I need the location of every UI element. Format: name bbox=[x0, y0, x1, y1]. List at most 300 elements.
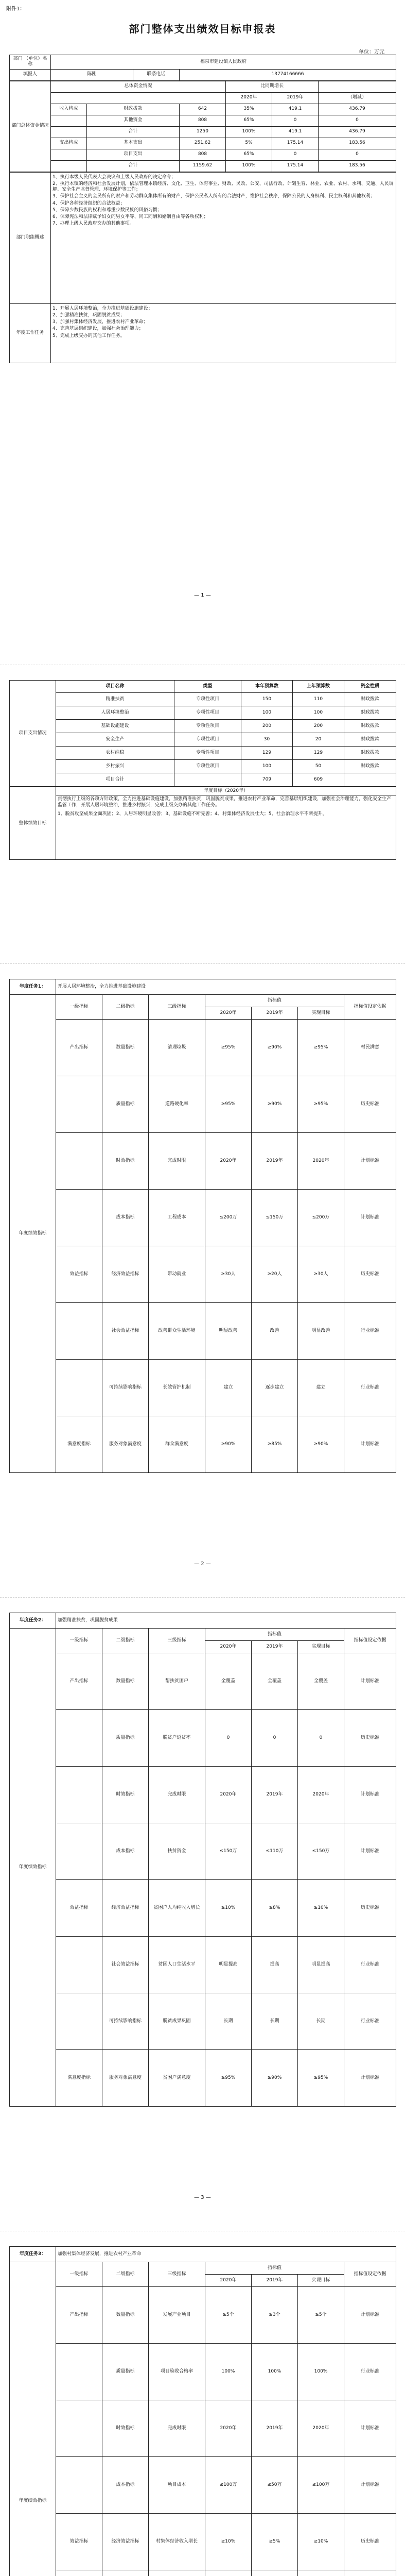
funds-amount: 1250 bbox=[180, 126, 226, 138]
table-cell bbox=[319, 81, 396, 92]
indicator-cell: 计划标准 bbox=[344, 2287, 396, 2344]
indicator-cell: 贫困人口生活水平 bbox=[149, 1937, 205, 1993]
table-row bbox=[10, 126, 396, 138]
duty-item: 1、执行本级人民代表大会决议和上级人民政府的决定命令； bbox=[52, 174, 176, 180]
table-row bbox=[10, 995, 396, 1007]
indicator-cell: 经济效益指标 bbox=[102, 1880, 149, 1937]
project-cell: 110 bbox=[293, 693, 344, 706]
indicator-cell: 质量指标 bbox=[102, 2344, 149, 2400]
indicator-cell: ≥5% bbox=[252, 2514, 298, 2570]
table-row bbox=[10, 1190, 396, 1246]
indicator-cell: ≥95% bbox=[298, 1076, 344, 1133]
duty-item: 4、保护各种经济组织的合法权益； bbox=[52, 200, 125, 206]
col-2020: 2020年 bbox=[205, 1641, 252, 1653]
indicator-cell bbox=[56, 1937, 102, 1993]
indicator-cell bbox=[56, 2570, 102, 2576]
indicator-cell: 2020年 bbox=[298, 1133, 344, 1190]
table-row bbox=[10, 1613, 396, 1629]
annual-label: 年度工作任务 bbox=[10, 303, 51, 363]
project-cell: 财政拨款 bbox=[344, 720, 396, 733]
indicator-cell: 贫困户满意度 bbox=[149, 2050, 205, 2107]
col-basis: 指标值设定依据 bbox=[344, 1629, 396, 1653]
indicator-cell: 贫困户人均纯收入增长 bbox=[149, 1880, 205, 1937]
duty-item: 5、保障少数民族的权利和尊重少数民族的风俗习惯； bbox=[52, 207, 162, 213]
funds-share: 100% bbox=[226, 126, 272, 138]
project-cell: 精准扶贫 bbox=[56, 693, 174, 706]
indicator-cell bbox=[56, 1993, 102, 2050]
indicator-cell: 全覆盖 bbox=[252, 1653, 298, 1710]
funds-2020: 175.14 bbox=[272, 138, 319, 149]
funds-2019: 436.79 bbox=[319, 126, 396, 138]
indicator-cell: 建立 bbox=[298, 1360, 344, 1416]
funds-table bbox=[9, 81, 396, 172]
indicator-cell: 产出指标 bbox=[56, 1020, 102, 1076]
indicator-cell: 2019年 bbox=[252, 1133, 298, 1190]
funds-amount: 808 bbox=[180, 149, 226, 160]
funds-2019: 0 bbox=[319, 115, 396, 126]
project-cell: 30 bbox=[241, 733, 293, 747]
indicator-cell: 群众满意度 bbox=[149, 1416, 205, 1473]
indicator-cell bbox=[56, 1190, 102, 1246]
indicator-cell: 成本指标 bbox=[102, 1190, 149, 1246]
indicator-cell: 2020年 bbox=[298, 2400, 344, 2457]
indicator-cell: 工程成本 bbox=[149, 1190, 205, 1246]
indicator-cell bbox=[56, 1823, 102, 1880]
table-row bbox=[10, 720, 396, 733]
indicator-cell: 长期 bbox=[205, 1993, 252, 2050]
table-row bbox=[10, 1993, 396, 2050]
indicator-cell: 产出指标 bbox=[56, 2287, 102, 2344]
indicator-cell: 2020年 bbox=[205, 1133, 252, 1190]
projects-table bbox=[9, 680, 396, 860]
col-plan: 实现目标 bbox=[298, 1641, 344, 1653]
col-level1: 一级指标 bbox=[56, 995, 102, 1020]
table-row bbox=[10, 1246, 396, 1303]
table-cell: （增减） bbox=[319, 92, 396, 104]
document-title: 部门整体支出绩效目标申报表 bbox=[129, 23, 276, 35]
indicator-cell: 计划标准 bbox=[344, 2400, 396, 2457]
attachment-label: 附件1： bbox=[6, 6, 25, 12]
project-cell: 150 bbox=[241, 693, 293, 706]
indicator-cell: 数量指标 bbox=[102, 1653, 149, 1710]
indicator-cell: ≥10% bbox=[298, 1880, 344, 1937]
table-row bbox=[10, 1416, 396, 1473]
funds-2019: 183.56 bbox=[319, 138, 396, 149]
indicator-cell: 100% bbox=[298, 2344, 344, 2400]
funds-header: 总体资金情况 bbox=[51, 81, 226, 92]
table-row bbox=[10, 2400, 396, 2457]
funds-group: 收入构成 bbox=[51, 104, 87, 115]
indicator-cell: 2020年 bbox=[205, 1767, 252, 1823]
annual-task-item: 4、完善基层组织建设，加强社会治理能力； bbox=[52, 326, 144, 332]
col-basis: 指标值设定依据 bbox=[344, 2262, 396, 2287]
table-row bbox=[10, 160, 396, 172]
funds-group bbox=[51, 126, 87, 138]
goal-text-main: 贯彻执行上级的各项方针政策，全力推进基础设施建设，加强精准扶贫，巩固脱贫成果，推进农村产业革命，完善基层组织建设，加强社会治理能力，强化安全生产监管工作，开展人居环境整治，推进乡村振兴，完成上级交办的其他工作任务。 bbox=[58, 796, 392, 808]
indicator-cell bbox=[298, 2570, 344, 2576]
indicator-cell: 历史标准 bbox=[344, 1246, 396, 1303]
indicator-cell: 行业标准 bbox=[344, 1937, 396, 1993]
duty-item: 7、办理上级人民政府交办的其他事项。 bbox=[52, 221, 134, 227]
task-description: 加强精准扶贫，巩固脱贫成果 bbox=[56, 1613, 396, 1629]
indicator-cell: ≤200万 bbox=[205, 1190, 252, 1246]
project-cell: 129 bbox=[293, 747, 344, 760]
project-cell: 人居环境整治 bbox=[56, 706, 174, 720]
funds-share: 5% bbox=[226, 138, 272, 149]
projects-header: 资金性质 bbox=[344, 681, 396, 693]
funds-amount: 251.62 bbox=[180, 138, 226, 149]
indicator-cell: 历史标准 bbox=[344, 1710, 396, 1767]
indicator-cell: 计划标准 bbox=[344, 2050, 396, 2107]
task-indicator-table bbox=[9, 1613, 396, 2107]
table-row bbox=[10, 1629, 396, 1641]
annual-task-item: 1、开展人居环境整治，全力推进基础设施建设； bbox=[52, 306, 153, 311]
funds-share: 65% bbox=[226, 149, 272, 160]
indicator-cell: ≤50万 bbox=[252, 2457, 298, 2514]
indicator-cell: 全覆盖 bbox=[205, 1653, 252, 1710]
indicator-cell: ≥30人 bbox=[205, 1246, 252, 1303]
dept-name: 福泉市建设镇人民政府 bbox=[51, 55, 396, 70]
indicator-cell: ≥90% bbox=[252, 2050, 298, 2107]
projects-header: 本年预算数 bbox=[241, 681, 293, 693]
project-cell: 200 bbox=[293, 720, 344, 733]
indicator-cell: 扶贫资金 bbox=[149, 1823, 205, 1880]
indicator-cell: 清理垃圾 bbox=[149, 1020, 205, 1076]
project-cell: 129 bbox=[241, 747, 293, 760]
table-row bbox=[10, 1937, 396, 1993]
indicator-cell: 项目成本 bbox=[149, 2457, 205, 2514]
indicator-cell: 效益指标 bbox=[56, 1880, 102, 1937]
indicator-cell bbox=[252, 2570, 298, 2576]
indicator-cell: 计划标准 bbox=[344, 1133, 396, 1190]
table-row bbox=[10, 706, 396, 720]
indicator-cell: 明显提高 bbox=[205, 1937, 252, 1993]
table-row bbox=[10, 92, 396, 104]
indicator-cell bbox=[56, 1710, 102, 1767]
indicator-cell bbox=[149, 2570, 205, 2576]
page-number: — 1 — bbox=[194, 592, 211, 598]
indicator-cell bbox=[56, 1303, 102, 1360]
indicator-cell bbox=[56, 2457, 102, 2514]
funds-2019: 183.56 bbox=[319, 160, 396, 172]
col-level3: 三级指标 bbox=[149, 1629, 205, 1653]
duty-item: 3、保护社会主义的全民所有的财产和劳动群众集体所有的财产，保护公民私人所有的合法财产，维护社会秩序，保障公民的人身权利、民主权利和其他权利； bbox=[52, 194, 375, 199]
indicator-cell: 道路硬化率 bbox=[149, 1076, 205, 1133]
funds-header: 比同期增长 bbox=[226, 81, 319, 92]
indicator-cell: ≥90% bbox=[205, 1416, 252, 1473]
indicator-cell: 社会效益指标 bbox=[102, 1937, 149, 1993]
indicator-cell bbox=[56, 1360, 102, 1416]
indicator-cell: 改善群众生活环境 bbox=[149, 1303, 205, 1360]
table-row bbox=[10, 138, 396, 149]
indicator-cell: 2020年 bbox=[298, 1767, 344, 1823]
indicator-cell: 产出指标 bbox=[56, 1653, 102, 1710]
indicator-cell: 带动就业 bbox=[149, 1246, 205, 1303]
indicator-cell: 计划标准 bbox=[344, 1767, 396, 1823]
indicator-cell: 满意度指标 bbox=[56, 2050, 102, 2107]
task-indicator-table bbox=[9, 979, 396, 1473]
col-2020: 2020年 bbox=[205, 2275, 252, 2287]
project-cell: 专项性项目 bbox=[174, 733, 241, 747]
table-row bbox=[10, 1710, 396, 1767]
funds-2019: 436.79 bbox=[319, 104, 396, 115]
goal-period: 年度目标（2020年） bbox=[56, 787, 396, 795]
funds-2020: 175.14 bbox=[272, 160, 319, 172]
funds-share: 100% bbox=[226, 160, 272, 172]
indicator-cell: 全覆盖 bbox=[298, 1653, 344, 1710]
table-row bbox=[10, 1133, 396, 1190]
col-2020: 2020年 bbox=[205, 1007, 252, 1020]
project-cell: 农村维稳 bbox=[56, 747, 174, 760]
dept-label: 部门 （单位）名称 bbox=[10, 55, 51, 70]
indicator-cell: ≥10% bbox=[205, 2514, 252, 2570]
funds-group: 支出构成 bbox=[51, 138, 87, 149]
indicator-cell: 明显改善 bbox=[205, 1303, 252, 1360]
indicators-row-label: 年度绩效指标 bbox=[10, 2262, 56, 2576]
indicator-cell: ≥5个 bbox=[298, 2287, 344, 2344]
indicator-cell: 成本指标 bbox=[102, 2457, 149, 2514]
project-cell: 100 bbox=[241, 760, 293, 773]
indicators-row-label: 年度绩效指标 bbox=[10, 995, 56, 1473]
indicator-cell: 项目验收合格率 bbox=[149, 2344, 205, 2400]
indicator-cell: 明显提高 bbox=[298, 1937, 344, 1993]
funds-amount: 1159.62 bbox=[180, 160, 226, 172]
task-label: 年度任务3： bbox=[10, 2247, 56, 2262]
task-description: 开展人居环境整治，全力推进基础设施建设 bbox=[56, 979, 396, 995]
phone-number: 13774166666 bbox=[180, 69, 396, 80]
table-row bbox=[10, 979, 396, 995]
indicator-cell: 效益指标 bbox=[56, 1246, 102, 1303]
project-cell: 专项性项目 bbox=[174, 747, 241, 760]
indicator-cell bbox=[205, 2570, 252, 2576]
table-row bbox=[10, 1076, 396, 1133]
funds-2020: 419.1 bbox=[272, 104, 319, 115]
goal-label: 整体绩效目标 bbox=[10, 787, 56, 860]
project-cell: 乡村振兴 bbox=[56, 760, 174, 773]
year-2020: 2020年 bbox=[226, 92, 272, 104]
table-row bbox=[10, 693, 396, 706]
funds-group bbox=[51, 149, 87, 160]
page-divider bbox=[0, 1597, 405, 1598]
task-indicator-table bbox=[9, 2246, 396, 2576]
indicator-cell bbox=[56, 1767, 102, 1823]
indicator-cell: ≤150万 bbox=[298, 1823, 344, 1880]
indicator-cell: 历史标准 bbox=[344, 2514, 396, 2570]
indicator-cell: 发展产业项目 bbox=[149, 2287, 205, 2344]
page-divider bbox=[0, 963, 405, 964]
task-label: 年度任务1： bbox=[10, 979, 56, 995]
indicator-cell: ≥20人 bbox=[252, 1246, 298, 1303]
indicator-cell: 时效指标 bbox=[102, 2400, 149, 2457]
goal-text bbox=[56, 795, 396, 860]
indicator-cell bbox=[56, 1133, 102, 1190]
funds-share: 35% bbox=[226, 104, 272, 115]
project-cell: 财政拨款 bbox=[344, 733, 396, 747]
indicator-cell: 行业标准 bbox=[344, 1303, 396, 1360]
col-level2: 二级指标 bbox=[102, 995, 149, 1020]
projects-header: 上年预算数 bbox=[293, 681, 344, 693]
indicator-cell bbox=[56, 2344, 102, 2400]
col-2019: 2019年 bbox=[252, 1007, 298, 1020]
indicator-cell: ≥90% bbox=[252, 1076, 298, 1133]
indicator-cell: ≥10% bbox=[298, 2514, 344, 2570]
col-basis: 指标值设定依据 bbox=[344, 995, 396, 1020]
indicator-cell: ≤150万 bbox=[205, 1823, 252, 1880]
col-value: 指标值 bbox=[205, 995, 344, 1007]
indicator-cell: 数量指标 bbox=[102, 1020, 149, 1076]
table-row bbox=[10, 1880, 396, 1937]
indicator-cell: 行业标准 bbox=[344, 2344, 396, 2400]
indicator-cell: ≥95% bbox=[205, 1076, 252, 1133]
indicator-cell: 100% bbox=[205, 2344, 252, 2400]
duties-text bbox=[51, 172, 396, 303]
funds-2020: 0 bbox=[272, 115, 319, 126]
indicator-cell: 明显改善 bbox=[298, 1303, 344, 1360]
project-cell: 100 bbox=[241, 706, 293, 720]
table-row bbox=[10, 1823, 396, 1880]
annual-task-item: 3、加强村集体经济发展，推进农村产业革命； bbox=[52, 319, 148, 325]
funds-item: 基本支出 bbox=[87, 138, 180, 149]
col-level2: 二级指标 bbox=[102, 1629, 149, 1653]
funds-group bbox=[51, 115, 87, 126]
table-row bbox=[10, 115, 396, 126]
indicator-cell: 服务对象满意度 bbox=[102, 2050, 149, 2107]
funds-group bbox=[51, 160, 87, 172]
indicator-cell: ≥10% bbox=[205, 1880, 252, 1937]
duty-item: 2、执行本镇的经济和社会发展计划，依法管理本镇经济、文化、卫生、体育事业、财政、民政、公安、司法行政、计划生育、林业、农业、农村、水利、交通、人民调解、安全生产监督管理、环境保护等工作； bbox=[52, 181, 394, 192]
table-row bbox=[10, 773, 396, 787]
table-row bbox=[10, 747, 396, 760]
col-plan: 实现目标 bbox=[298, 1007, 344, 1020]
funds-item: 其他资金 bbox=[87, 115, 180, 126]
task-label: 年度任务2： bbox=[10, 1613, 56, 1629]
project-cell: 20 bbox=[293, 733, 344, 747]
indicator-cell: 完成时限 bbox=[149, 1767, 205, 1823]
indicator-cell: 行业标准 bbox=[344, 1993, 396, 2050]
basic-info-table bbox=[9, 55, 396, 363]
year-2019: 2019年 bbox=[272, 92, 319, 104]
indicator-cell bbox=[56, 2400, 102, 2457]
project-cell: 财政拨款 bbox=[344, 760, 396, 773]
indicator-cell: ≥95% bbox=[205, 1020, 252, 1076]
projects-label: 项目支出情况 bbox=[10, 681, 56, 787]
contact-label: 填报人 bbox=[10, 69, 51, 80]
indicator-cell: 完成时限 bbox=[149, 2400, 205, 2457]
indicator-cell: ≥8% bbox=[252, 1880, 298, 1937]
indicator-cell: 可持续影响指标 bbox=[102, 1993, 149, 2050]
funds-item: 合计 bbox=[87, 160, 180, 172]
col-2019: 2019年 bbox=[252, 1641, 298, 1653]
indicator-cell: 改善 bbox=[252, 1303, 298, 1360]
funds-item: 财政拨款 bbox=[87, 104, 180, 115]
project-cell: 财政拨款 bbox=[344, 747, 396, 760]
project-cell: 财政拨款 bbox=[344, 706, 396, 720]
col-plan: 实现目标 bbox=[298, 2275, 344, 2287]
project-cell: 专项性项目 bbox=[174, 706, 241, 720]
indicators-row-label: 年度绩效指标 bbox=[10, 1629, 56, 2107]
indicator-cell: 100% bbox=[252, 2344, 298, 2400]
table-row bbox=[10, 1653, 396, 1710]
contact-name: 陈刚 bbox=[51, 69, 133, 80]
page-number: — 2 — bbox=[194, 1561, 211, 1567]
annual-tasks-text bbox=[51, 303, 396, 363]
project-cell: 安全生产 bbox=[56, 733, 174, 747]
phone-label: 联系电话 bbox=[133, 69, 180, 80]
indicator-cell: ≥5个 bbox=[205, 2287, 252, 2344]
indicator-cell: 经济效益指标 bbox=[102, 1246, 149, 1303]
table-row bbox=[10, 1360, 396, 1416]
indicator-cell: 村民满意 bbox=[344, 1020, 396, 1076]
indicator-cell: 服务对象满意度 bbox=[102, 1416, 149, 1473]
indicator-cell: 计划标准 bbox=[344, 1416, 396, 1473]
indicator-cell: 脱贫户返贫率 bbox=[149, 1710, 205, 1767]
project-cell: 609 bbox=[293, 773, 344, 787]
indicator-cell: 0 bbox=[252, 1710, 298, 1767]
project-cell: 200 bbox=[241, 720, 293, 733]
funds-amount: 808 bbox=[180, 115, 226, 126]
indicator-cell: 历史标准 bbox=[344, 1076, 396, 1133]
indicator-cell: ≥90% bbox=[252, 1020, 298, 1076]
project-cell: 基础设施建设 bbox=[56, 720, 174, 733]
goal-text-sub: 1、脱贫攻坚成果全面巩固；2、人居环境明显改善；3、基础设施不断完善；4、村集体经济发展壮大；5、社会治理水平不断提升。 bbox=[58, 811, 327, 817]
indicator-cell: 计划标准 bbox=[344, 1823, 396, 1880]
table-row bbox=[10, 2287, 396, 2344]
indicator-cell: 提高 bbox=[252, 1937, 298, 1993]
table-cell bbox=[51, 92, 226, 104]
indicator-cell: 计划标准 bbox=[344, 1653, 396, 1710]
indicator-cell: 社会效益指标 bbox=[102, 1303, 149, 1360]
annual-task-item: 2、加强精准扶贫，巩固脱贫成果； bbox=[52, 312, 125, 318]
annual-task-item: 5、完成上级交办的其他工作任务。 bbox=[52, 333, 125, 338]
project-cell: 50 bbox=[293, 760, 344, 773]
funds-section-label: 部门总体资金情况 bbox=[10, 81, 51, 172]
indicator-cell: 脱贫成果巩固 bbox=[149, 1993, 205, 2050]
indicator-cell: ≥30人 bbox=[298, 1246, 344, 1303]
table-row bbox=[10, 2570, 396, 2576]
project-cell: 专项性项目 bbox=[174, 693, 241, 706]
indicator-cell: 帮扶贫困户 bbox=[149, 1653, 205, 1710]
funds-2020: 419.1 bbox=[272, 126, 319, 138]
indicator-cell: 效益指标 bbox=[56, 2514, 102, 2570]
col-value: 指标值 bbox=[205, 2262, 344, 2275]
projects-header: 类型 bbox=[174, 681, 241, 693]
table-row bbox=[10, 2344, 396, 2400]
project-cell: 100 bbox=[293, 706, 344, 720]
task-description: 加强村集体经济发展，推进农村产业革命 bbox=[56, 2247, 396, 2262]
indicator-cell: 成本指标 bbox=[102, 1823, 149, 1880]
duties-label: 部门职能概述 bbox=[10, 172, 51, 303]
project-cell bbox=[344, 773, 396, 787]
indicator-cell: ≥95% bbox=[298, 1020, 344, 1076]
col-level1: 一级指标 bbox=[56, 2262, 102, 2287]
indicator-cell: 0 bbox=[298, 1710, 344, 1767]
table-row bbox=[10, 2514, 396, 2570]
indicator-cell: 经济效益指标 bbox=[102, 2514, 149, 2570]
funds-2019: 0 bbox=[319, 149, 396, 160]
indicator-cell: 长期 bbox=[252, 1993, 298, 2050]
indicator-cell: 0 bbox=[205, 1710, 252, 1767]
indicator-cell: 历史标准 bbox=[344, 1880, 396, 1937]
table-row bbox=[10, 2457, 396, 2514]
indicator-cell: 完成时限 bbox=[149, 1133, 205, 1190]
table-row bbox=[10, 760, 396, 773]
table-row bbox=[10, 2050, 396, 2107]
table-row bbox=[10, 733, 396, 747]
indicator-cell: ≤150万 bbox=[252, 1190, 298, 1246]
indicator-cell: 可持续影响指标 bbox=[102, 1360, 149, 1416]
indicator-cell: ≥85% bbox=[252, 1416, 298, 1473]
indicator-cell bbox=[102, 2570, 149, 2576]
